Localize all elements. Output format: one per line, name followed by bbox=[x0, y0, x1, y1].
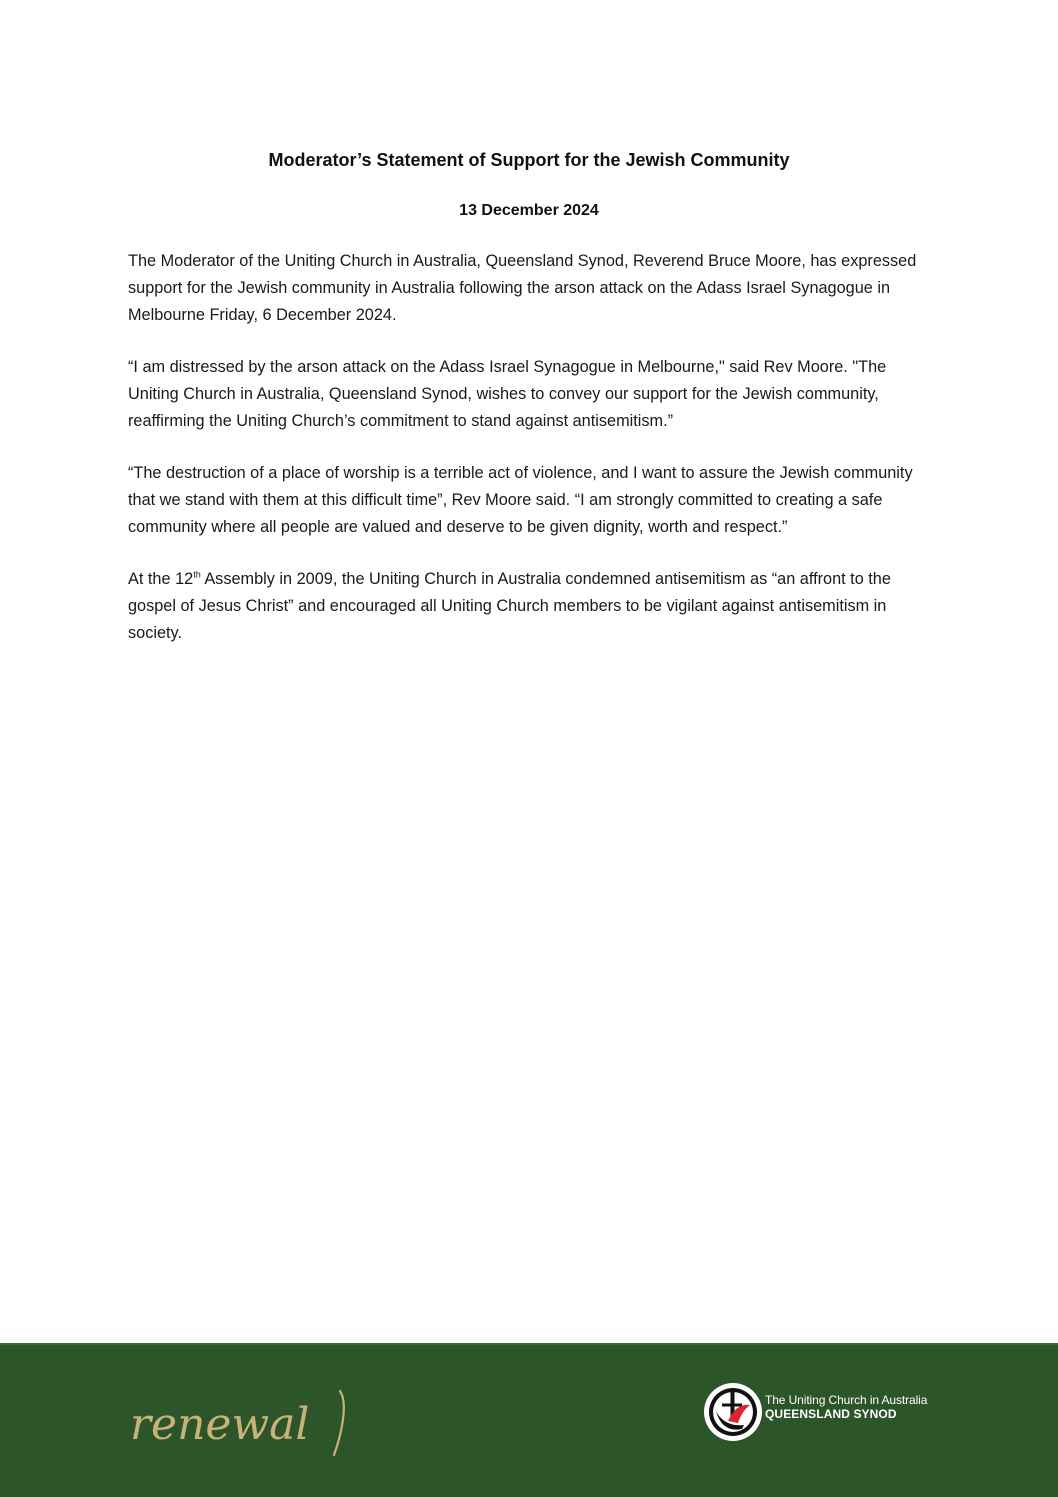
uniting-church-emblem-icon bbox=[702, 1381, 764, 1443]
synod-logo-text bbox=[765, 1393, 945, 1421]
document-body bbox=[128, 248, 928, 672]
paragraph-4-prefix: At the 12 bbox=[128, 570, 194, 588]
renewal-script-logo bbox=[128, 1383, 368, 1463]
document-title: Moderator’s Statement of Support for the Jewish Community bbox=[268, 150, 790, 170]
footer-band bbox=[0, 1343, 1058, 1497]
logo-line-church: The Uniting Church in Australia bbox=[765, 1393, 928, 1407]
paragraph-1: The Moderator of the Uniting Church in Australia, Queensland Synod, Reverend Bruce Moore, has expressed support for the Jewish community in Australia following the arson attack on the Adass Israel Synagogue in Melbourne Friday, 6 December 2024. bbox=[128, 252, 917, 324]
paragraph-3: “The destruction of a place of worship is a terrible act of violence, and I want to assure the Jewish community that we stand with them at this difficult time”, Rev Moore said. “I am strongly committed to creating a safe community where all people are valued and deserve to be given dignity, worth and respect.” bbox=[128, 464, 913, 536]
paragraph-4 bbox=[128, 566, 928, 647]
document-date: 13 December 2024 bbox=[459, 202, 599, 219]
synod-logo bbox=[702, 1381, 942, 1451]
renewal-script-graphic bbox=[128, 1383, 368, 1463]
paragraph-2: “I am distressed by the arson attack on the Adass Israel Synagogue in Melbourne," said Rev Moore. "The Uniting Church in Australia, Queensland Synod, wishes to convey our support for the Jewish community, reaffirming the Uniting Church’s commitment to stand against antisemitism.” bbox=[128, 358, 887, 430]
renewal-script-text: renewal bbox=[130, 1399, 310, 1450]
logo-line-synod: QUEENSLAND SYNOD bbox=[765, 1407, 897, 1421]
paragraph-4-suffix: Assembly in 2009, the Uniting Church in Australia condemned antisemitism as “an affront to the gospel of Jesus Christ” and encouraged all Uniting Church members to be vigilant against antisemitism in society. bbox=[128, 570, 891, 642]
ordinal-superscript: th bbox=[193, 569, 201, 580]
